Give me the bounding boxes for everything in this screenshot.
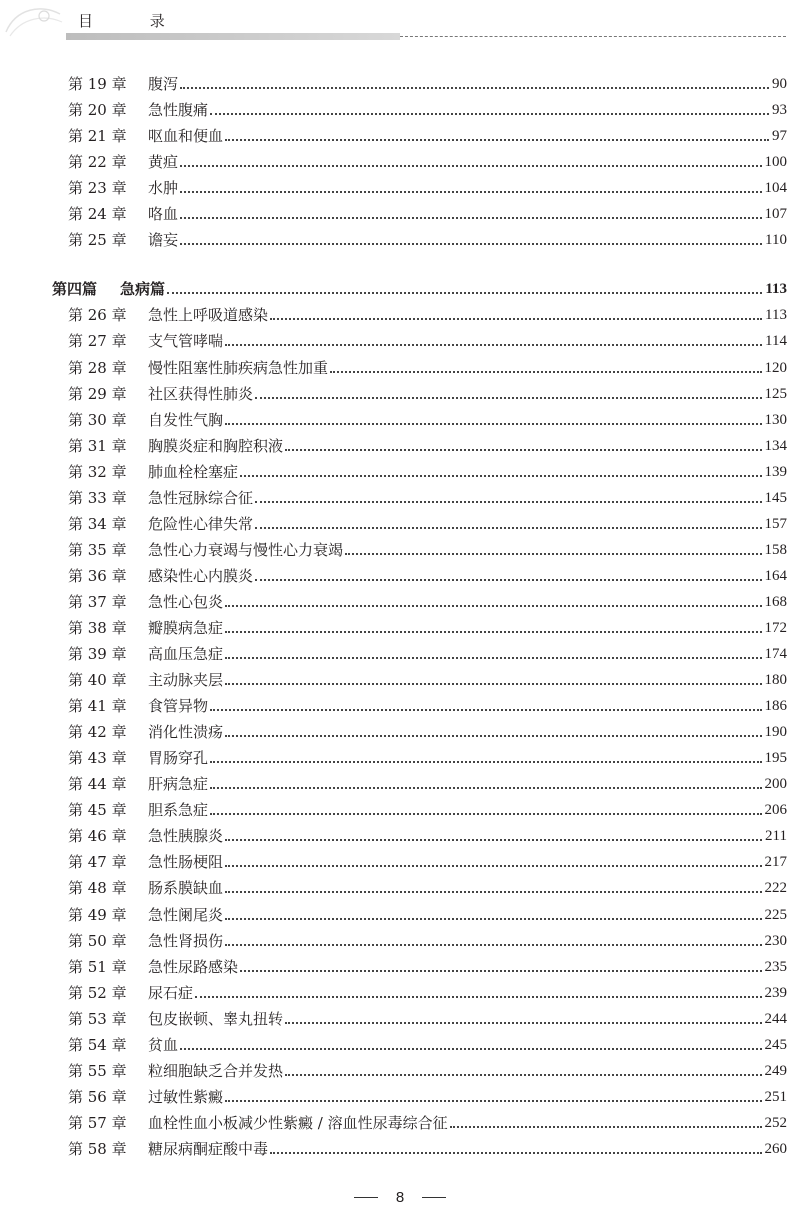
toc-dot-leader: [225, 944, 761, 946]
toc-row[interactable]: [68, 1033, 787, 1057]
toc-dot-leader: [255, 397, 761, 399]
toc-chapter-number: 第 51 章: [68, 958, 127, 976]
toc-row[interactable]: [68, 955, 787, 979]
toc-dot-leader: [180, 191, 761, 193]
footer-dash-left: [354, 1197, 378, 1198]
toc-row[interactable]: [68, 642, 787, 666]
toc-chapter-number: 第 28 章: [68, 359, 127, 377]
toc-dot-leader: [210, 787, 761, 789]
toc-chapter-number: 第 41 章: [68, 697, 127, 715]
toc-page-number: 252: [764, 1115, 787, 1131]
toc-row[interactable]: [68, 486, 787, 510]
toc-page-number: 100: [764, 154, 787, 170]
toc-chapter-title: 自发性气胸: [148, 411, 224, 429]
toc-chapter-title: 肺血栓栓塞症: [148, 463, 239, 481]
toc-chapter-number: 第 36 章: [68, 567, 127, 585]
toc-dot-leader: [225, 605, 761, 607]
toc-page-number: 230: [764, 933, 787, 949]
toc-dot-leader: [225, 631, 761, 633]
toc-chapter-number: 第 42 章: [68, 723, 127, 741]
toc-page-number: 157: [764, 516, 787, 532]
toc-chapter-title: 高血压急症: [148, 645, 224, 663]
toc-chapter-number: 第 52 章: [68, 984, 127, 1002]
toc-chapter-title: 粒细胞缺乏合并发热: [148, 1062, 284, 1080]
toc-chapter-number: 第 49 章: [68, 906, 127, 924]
toc-chapter-number: 第 29 章: [68, 385, 127, 403]
toc-chapter-title: 血栓性血小板减少性紫癜 / 溶血性尿毒综合征: [148, 1114, 448, 1132]
toc-dot-leader: [330, 371, 761, 373]
toc-row[interactable]: [68, 72, 787, 96]
toc-chapter-number: 第 20 章: [68, 101, 127, 119]
toc-dot-leader: [225, 839, 762, 841]
toc-chapter-number: 第 39 章: [68, 645, 127, 663]
toc-dot-leader: [180, 165, 761, 167]
toc-page-number: 104: [764, 180, 787, 196]
toc-chapter-number: 第 43 章: [68, 749, 127, 767]
toc-dot-leader: [180, 243, 762, 245]
toc-chapter-title: 支气管哮喘: [148, 332, 224, 350]
toc-row[interactable]: [68, 616, 787, 640]
toc-dot-leader: [180, 217, 761, 219]
toc-dot-leader: [210, 113, 769, 115]
toc-row[interactable]: [68, 538, 787, 562]
toc-chapter-title: 食管异物: [148, 697, 209, 715]
toc-chapter-title: 主动脉夹层: [148, 671, 224, 689]
toc-chapter-number: 第 38 章: [68, 619, 127, 637]
toc-chapter-title: 急性肾损伤: [148, 932, 224, 950]
toc-row[interactable]: [68, 356, 787, 380]
toc-dot-leader: [210, 709, 761, 711]
toc-chapter-number: 第 54 章: [68, 1036, 127, 1054]
toc-chapter-number: 第 44 章: [68, 775, 127, 793]
toc-page-number: 186: [764, 698, 787, 714]
toc-row[interactable]: [68, 1111, 787, 1135]
toc-chapter-title: 贫血: [148, 1036, 179, 1054]
toc-chapter-title: 急性心力衰竭与慢性心力衰竭: [148, 541, 344, 559]
toc-chapter-number: 第 27 章: [68, 332, 127, 350]
toc-page-number: 97: [772, 128, 787, 144]
toc-dot-leader: [270, 1152, 761, 1154]
toc-row[interactable]: [68, 124, 787, 148]
toc-dot-leader: [225, 423, 761, 425]
toc-chapter-title: 肝病急症: [148, 775, 209, 793]
toc-page-number: 225: [764, 907, 787, 923]
toc-dot-leader: [225, 735, 761, 737]
header-dashed-line: [400, 36, 786, 37]
toc-chapter-title: 急性肠梗阻: [148, 853, 224, 871]
toc-row[interactable]: [68, 228, 787, 252]
toc-row[interactable]: [68, 824, 787, 848]
toc-dot-leader: [255, 501, 761, 503]
toc-row[interactable]: [68, 981, 787, 1005]
toc-chapter-number: 第 21 章: [68, 127, 127, 145]
toc-chapter-number: 第 55 章: [68, 1062, 127, 1080]
toc-row[interactable]: [68, 176, 787, 200]
toc-chapter-number: 第 19 章: [68, 75, 127, 93]
toc-dot-leader: [225, 918, 761, 920]
toc-chapter-number: 第 58 章: [68, 1140, 127, 1158]
toc-page-number: 249: [764, 1063, 787, 1079]
toc-chapter-number: 第 45 章: [68, 801, 127, 819]
toc-chapter-number: 第 23 章: [68, 179, 127, 197]
toc-chapter-title: 腹泻: [148, 75, 179, 93]
toc-row[interactable]: [68, 98, 787, 122]
toc-page-number: 211: [765, 828, 787, 844]
toc-chapter-title: 肠系膜缺血: [148, 879, 224, 897]
toc-page-number: 260: [764, 1141, 787, 1157]
page-footer: [0, 1186, 800, 1208]
toc-row[interactable]: [68, 903, 787, 927]
toc-row[interactable]: [68, 150, 787, 174]
toc-row[interactable]: [68, 798, 787, 822]
footer-dash-right: [422, 1197, 446, 1198]
toc-chapter-number: 第 25 章: [68, 231, 127, 249]
toc-row[interactable]: [68, 564, 787, 588]
toc-row[interactable]: [68, 512, 787, 536]
toc-dot-leader: [210, 813, 761, 815]
toc-dot-leader: [225, 891, 761, 893]
toc-chapter-title: 急性心包炎: [148, 593, 224, 611]
toc-page-number: 190: [764, 724, 787, 740]
toc-row[interactable]: [68, 694, 787, 718]
toc-row[interactable]: [68, 876, 787, 900]
toc-chapter-number: 第 33 章: [68, 489, 127, 507]
toc-chapter-title: 水肿: [148, 179, 179, 197]
toc-page-number: 114: [765, 333, 787, 349]
toc-dot-leader: [225, 865, 761, 867]
toc-chapter-title: 慢性阻塞性肺疾病急性加重: [148, 359, 329, 377]
toc-page-number: 107: [764, 206, 787, 222]
toc-chapter-title: 呕血和便血: [148, 127, 224, 145]
toc-page-number: 130: [764, 412, 787, 428]
toc-page-number: 172: [764, 620, 787, 636]
toc-chapter-number: 第 22 章: [68, 153, 127, 171]
toc-row[interactable]: [68, 434, 787, 458]
toc-dot-leader: [255, 579, 761, 581]
toc-chapter-title: 危险性心律失常: [148, 515, 254, 533]
toc-dot-leader: [180, 1048, 761, 1050]
toc-page-number: 120: [764, 360, 787, 376]
toc-chapter-number: 第 53 章: [68, 1010, 127, 1028]
toc-page-number: 168: [764, 594, 787, 610]
toc-page-number: 239: [764, 985, 787, 1001]
toc-page-number: 180: [764, 672, 787, 688]
toc-page-number: 139: [764, 464, 787, 480]
toc-row[interactable]: [68, 1007, 787, 1031]
toc-chapter-number: 第 50 章: [68, 932, 127, 950]
toc-chapter-number: 第 56 章: [68, 1088, 127, 1106]
toc-chapter-title: 急性阑尾炎: [148, 906, 224, 924]
toc-dot-leader: [240, 475, 761, 477]
toc-page-number: 164: [764, 568, 787, 584]
toc-chapter-title: 黄疸: [148, 153, 179, 171]
toc-part-row[interactable]: [52, 277, 787, 301]
toc-dot-leader: [345, 553, 761, 555]
toc-chapter-number: 第 57 章: [68, 1114, 127, 1132]
toc-chapter-number: 第 32 章: [68, 463, 127, 481]
toc-row[interactable]: [68, 1085, 787, 1109]
toc-chapter-number: 第 35 章: [68, 541, 127, 559]
toc-dot-leader: [255, 527, 761, 529]
toc-page-number: 134: [764, 438, 787, 454]
toc-chapter-title: 尿石症: [148, 984, 194, 1002]
toc-page-number: 90: [772, 76, 787, 92]
toc-chapter-title: 急性腹痛: [148, 101, 209, 119]
toc-page-number: 158: [764, 542, 787, 558]
toc-row[interactable]: [68, 746, 787, 770]
toc-page-number: 222: [764, 880, 787, 896]
toc-row[interactable]: [68, 590, 787, 614]
toc-chapter-number: 第 37 章: [68, 593, 127, 611]
toc-page-number: 245: [764, 1037, 787, 1053]
toc-row[interactable]: [68, 850, 787, 874]
toc-page-number: 235: [764, 959, 787, 975]
toc-page-number: 200: [764, 776, 787, 792]
toc-page-number: 113: [765, 307, 787, 323]
toc-chapter-title: 胆系急症: [148, 801, 209, 819]
toc-page-number: 125: [764, 386, 787, 402]
toc-dot-leader: [195, 996, 761, 998]
toc-row[interactable]: [68, 929, 787, 953]
toc-chapter-number: 第四篇: [52, 280, 98, 298]
toc-page-number: 113: [765, 281, 787, 297]
toc-chapter-number: 第 46 章: [68, 827, 127, 845]
toc-chapter-title: 急性尿路感染: [148, 958, 239, 976]
toc-dot-leader: [285, 1022, 761, 1024]
toc-page-number: 251: [764, 1089, 787, 1105]
toc-chapter-title: 过敏性紫癜: [148, 1088, 224, 1106]
toc-dot-leader: [285, 449, 761, 451]
toc-page-number: 145: [764, 490, 787, 506]
page-title: 目 录: [78, 12, 191, 30]
toc-dot-leader: [180, 87, 769, 89]
toc-dot-leader: [240, 970, 761, 972]
toc-chapter-title: 包皮嵌顿、睾丸扭转: [148, 1010, 284, 1028]
toc-dot-leader: [225, 139, 769, 141]
toc-row[interactable]: [68, 408, 787, 432]
toc-chapter-number: 第 40 章: [68, 671, 127, 689]
toc-row[interactable]: [68, 1137, 787, 1161]
toc-dot-leader: [225, 1100, 761, 1102]
toc-page-number: 93: [772, 102, 787, 118]
toc-chapter-title: 消化性溃疡: [148, 723, 224, 741]
toc-chapter-title: 急病篇: [120, 280, 166, 298]
toc-page-number: 195: [764, 750, 787, 766]
toc-dot-leader: [450, 1126, 762, 1128]
toc-row[interactable]: [68, 668, 787, 692]
toc-dot-leader: [270, 318, 762, 320]
toc-chapter-number: 第 48 章: [68, 879, 127, 897]
toc-row[interactable]: [68, 1059, 787, 1083]
toc-page-number: 244: [764, 1011, 787, 1027]
toc-page-number: 206: [764, 802, 787, 818]
toc-row[interactable]: [68, 460, 787, 484]
toc-chapter-title: 咯血: [148, 205, 179, 223]
toc-page-number: 110: [765, 232, 787, 248]
toc-chapter-title: 急性上呼吸道感染: [148, 306, 269, 324]
toc-dot-leader: [285, 1074, 761, 1076]
toc-chapter-number: 第 47 章: [68, 853, 127, 871]
toc-chapter-title: 胃肠穿孔: [148, 749, 209, 767]
toc-dot-leader: [225, 657, 761, 659]
page-header: [0, 0, 800, 50]
toc-row[interactable]: [68, 720, 787, 744]
toc-chapter-title: 急性冠脉综合征: [148, 489, 254, 507]
toc-row[interactable]: [68, 303, 787, 327]
toc-chapter-title: 谵妄: [148, 231, 179, 249]
toc-row[interactable]: [68, 202, 787, 226]
toc-chapter-number: 第 34 章: [68, 515, 127, 533]
toc-dot-leader: [225, 683, 761, 685]
toc-chapter-number: 第 26 章: [68, 306, 127, 324]
header-bar: [66, 33, 400, 40]
toc-chapter-title: 瓣膜病急症: [148, 619, 224, 637]
toc-chapter-title: 感染性心内膜炎: [148, 567, 254, 585]
toc-row[interactable]: [68, 772, 787, 796]
toc-chapter-number: 第 30 章: [68, 411, 127, 429]
page-number: 8: [395, 1188, 405, 1206]
toc-chapter-number: 第 31 章: [68, 437, 127, 455]
toc-dot-leader: [210, 761, 761, 763]
toc-dot-leader: [225, 344, 762, 346]
toc-row[interactable]: [68, 382, 787, 406]
toc-chapter-title: 急性胰腺炎: [148, 827, 224, 845]
decorative-logo-icon: [2, 2, 66, 42]
toc-chapter-title: 胸膜炎症和胸腔积液: [148, 437, 284, 455]
toc-row[interactable]: [68, 329, 787, 353]
toc-chapter-number: 第 24 章: [68, 205, 127, 223]
toc-chapter-title: 糖尿病酮症酸中毒: [148, 1140, 269, 1158]
toc-page-number: 174: [764, 646, 787, 662]
toc-page-number: 217: [764, 854, 787, 870]
toc-chapter-title: 社区获得性肺炎: [148, 385, 254, 403]
toc-dot-leader: [167, 292, 762, 294]
